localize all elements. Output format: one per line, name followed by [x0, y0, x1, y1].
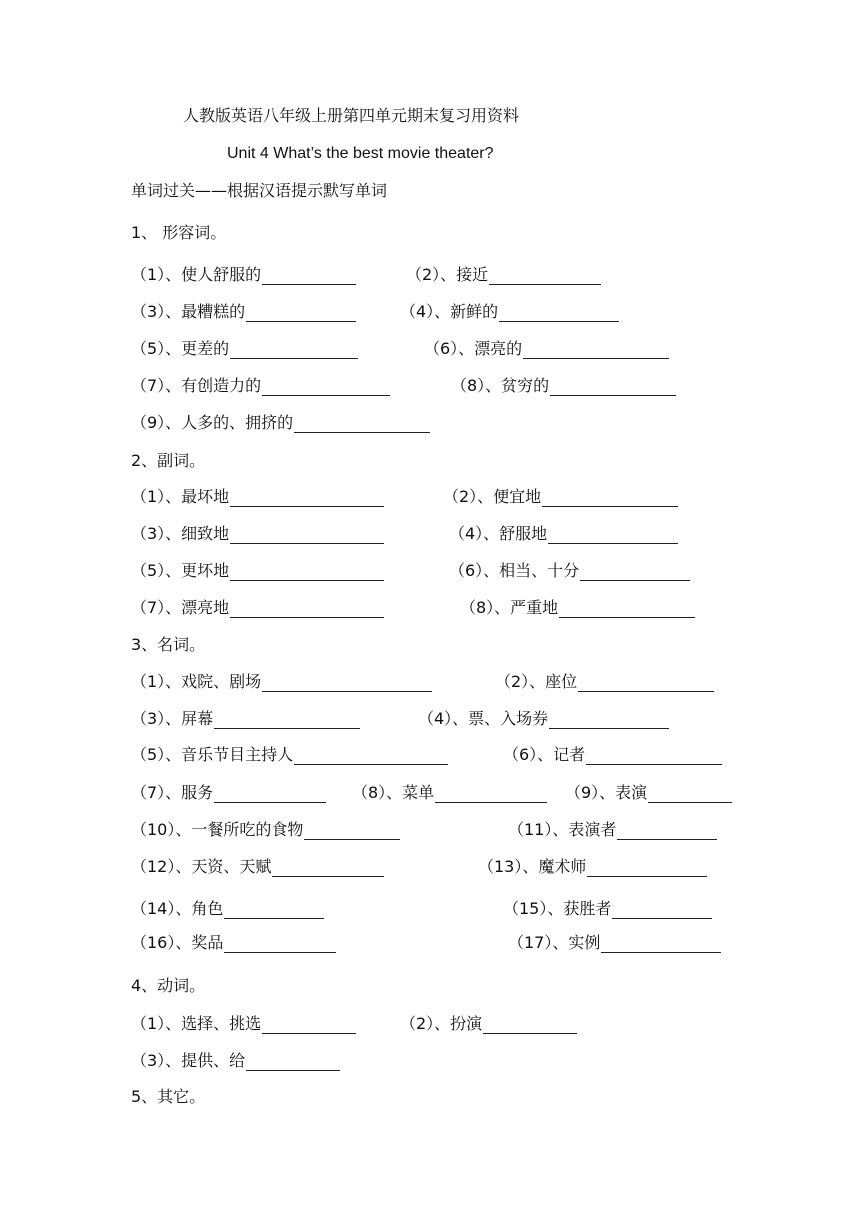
answer-blank[interactable] [559, 601, 695, 618]
answer-blank[interactable] [294, 748, 448, 765]
exercise-item [478, 857, 707, 877]
item-label: （12）、天资、天赋 [131, 857, 272, 876]
item-label: （8）、菜单 [352, 783, 435, 802]
answer-blank[interactable] [262, 675, 432, 692]
exercise-item [131, 745, 448, 765]
exercise-item [131, 413, 430, 433]
item-label: （17）、实例 [508, 933, 601, 952]
answer-blank[interactable] [214, 712, 360, 729]
item-label: （6）、记者 [503, 745, 586, 764]
answer-blank[interactable] [230, 342, 358, 359]
answer-blank[interactable] [548, 527, 678, 544]
answer-blank[interactable] [262, 268, 356, 285]
answer-blank[interactable] [580, 564, 690, 581]
answer-blank[interactable] [587, 860, 707, 877]
answer-blank[interactable] [542, 490, 678, 507]
exercise-item [131, 820, 400, 840]
answer-blank[interactable] [483, 1017, 577, 1034]
item-label: （4）、票、入场券 [418, 709, 549, 728]
answer-blank[interactable] [304, 823, 400, 840]
answer-blank[interactable] [230, 564, 384, 581]
answer-blank[interactable] [262, 379, 390, 396]
exercise-item [418, 709, 669, 729]
answer-blank[interactable] [549, 712, 669, 729]
item-label: （15）、获胜者 [503, 899, 612, 918]
answer-blank[interactable] [262, 1017, 356, 1034]
item-label: （4）、舒服地 [449, 524, 548, 543]
item-label: （9）、表演 [565, 783, 648, 802]
exercise-item [503, 745, 722, 765]
answer-blank[interactable] [230, 490, 384, 507]
answer-blank[interactable] [435, 786, 547, 803]
item-label: （1）、戏院、剧场 [131, 672, 262, 691]
exercise-item [400, 302, 619, 322]
answer-blank[interactable] [489, 268, 601, 285]
item-label: （5）、更差的 [131, 339, 230, 358]
answer-blank[interactable] [586, 748, 722, 765]
exercise-item [131, 598, 384, 618]
item-label: （3）、最糟糕的 [131, 302, 246, 321]
item-label: （11）、表演者 [508, 820, 617, 839]
item-label: （10）、一餐所吃的食物 [131, 820, 304, 839]
answer-blank[interactable] [224, 902, 324, 919]
answer-blank[interactable] [246, 305, 356, 322]
item-label: （2）、座位 [495, 672, 578, 691]
exercise-item [131, 672, 432, 692]
item-label: （13）、魔术师 [478, 857, 587, 876]
item-label: （4）、新鲜的 [400, 302, 499, 321]
section-heading-adjectives: 1、 形容词。 [131, 223, 227, 242]
exercise-item [131, 339, 358, 359]
exercise-item [131, 524, 384, 544]
item-label: （7）、漂亮地 [131, 598, 230, 617]
exercise-item [508, 933, 721, 953]
answer-blank[interactable] [294, 416, 430, 433]
exercise-item [406, 265, 601, 285]
answer-blank[interactable] [648, 786, 732, 803]
document-title: 人教版英语八年级上册第四单元期末复习用资料 [183, 106, 520, 125]
exercise-item [131, 1051, 340, 1071]
answer-blank[interactable] [272, 860, 384, 877]
section-heading-nouns: 3、名词。 [131, 635, 206, 654]
exercise-item [503, 899, 712, 919]
intro-instruction: 单词过关——根据汉语提示默写单词 [131, 181, 388, 200]
item-label: （1）、选择、挑选 [131, 1014, 262, 1033]
item-label: （2）、扮演 [400, 1014, 483, 1033]
answer-blank[interactable] [612, 902, 712, 919]
answer-blank[interactable] [499, 305, 619, 322]
section-heading-verbs: 4、动词。 [131, 976, 206, 995]
item-label: （7）、服务 [131, 783, 214, 802]
exercise-item [131, 783, 326, 803]
item-label: （9）、人多的、拥挤的 [131, 413, 294, 432]
item-label: （6）、漂亮的 [424, 339, 523, 358]
exercise-item [131, 933, 336, 953]
item-label: （7）、有创造力的 [131, 376, 262, 395]
exercise-item [352, 783, 547, 803]
item-label: （1）、最坏地 [131, 487, 230, 506]
exercise-item [495, 672, 714, 692]
exercise-item [443, 487, 678, 507]
exercise-item [131, 561, 384, 581]
answer-blank[interactable] [578, 675, 714, 692]
exercise-item [400, 1014, 577, 1034]
exercise-item [131, 376, 390, 396]
item-label: （16）、奖品 [131, 933, 224, 952]
answer-blank[interactable] [214, 786, 326, 803]
item-label: （8）、严重地 [460, 598, 559, 617]
item-label: （5）、音乐节目主持人 [131, 745, 294, 764]
item-label: （3）、屏幕 [131, 709, 214, 728]
exercise-item [131, 709, 360, 729]
answer-blank[interactable] [601, 936, 721, 953]
item-label: （2）、便宜地 [443, 487, 542, 506]
exercise-item [508, 820, 717, 840]
answer-blank[interactable] [230, 527, 384, 544]
item-label: （14）、角色 [131, 899, 224, 918]
section-heading-others: 5、其它。 [131, 1087, 206, 1106]
exercise-item [131, 899, 324, 919]
item-label: （3）、提供、给 [131, 1051, 246, 1070]
exercise-item [451, 376, 676, 396]
item-label: （2）、接近 [406, 265, 489, 284]
exercise-item [131, 302, 356, 322]
answer-blank[interactable] [224, 936, 336, 953]
answer-blank[interactable] [246, 1054, 340, 1071]
item-label: （3）、细致地 [131, 524, 230, 543]
answer-blank[interactable] [550, 379, 676, 396]
answer-blank[interactable] [230, 601, 384, 618]
section-heading-adverbs: 2、副词。 [131, 451, 206, 470]
item-label: （8）、贫穷的 [451, 376, 550, 395]
exercise-item [131, 857, 384, 877]
item-label: （5）、更坏地 [131, 561, 230, 580]
answer-blank[interactable] [617, 823, 717, 840]
exercise-item [565, 783, 732, 803]
answer-blank[interactable] [523, 342, 669, 359]
item-label: （1）、使人舒服的 [131, 265, 262, 284]
exercise-item [131, 487, 384, 507]
exercise-item [449, 524, 678, 544]
exercise-item [449, 561, 690, 581]
exercise-item [131, 1014, 356, 1034]
document-subtitle: Unit 4 What’s the best movie theater? [227, 145, 494, 162]
item-label: （6）、相当、十分 [449, 561, 580, 580]
exercise-item [131, 265, 356, 285]
exercise-item [424, 339, 669, 359]
exercise-item [460, 598, 695, 618]
